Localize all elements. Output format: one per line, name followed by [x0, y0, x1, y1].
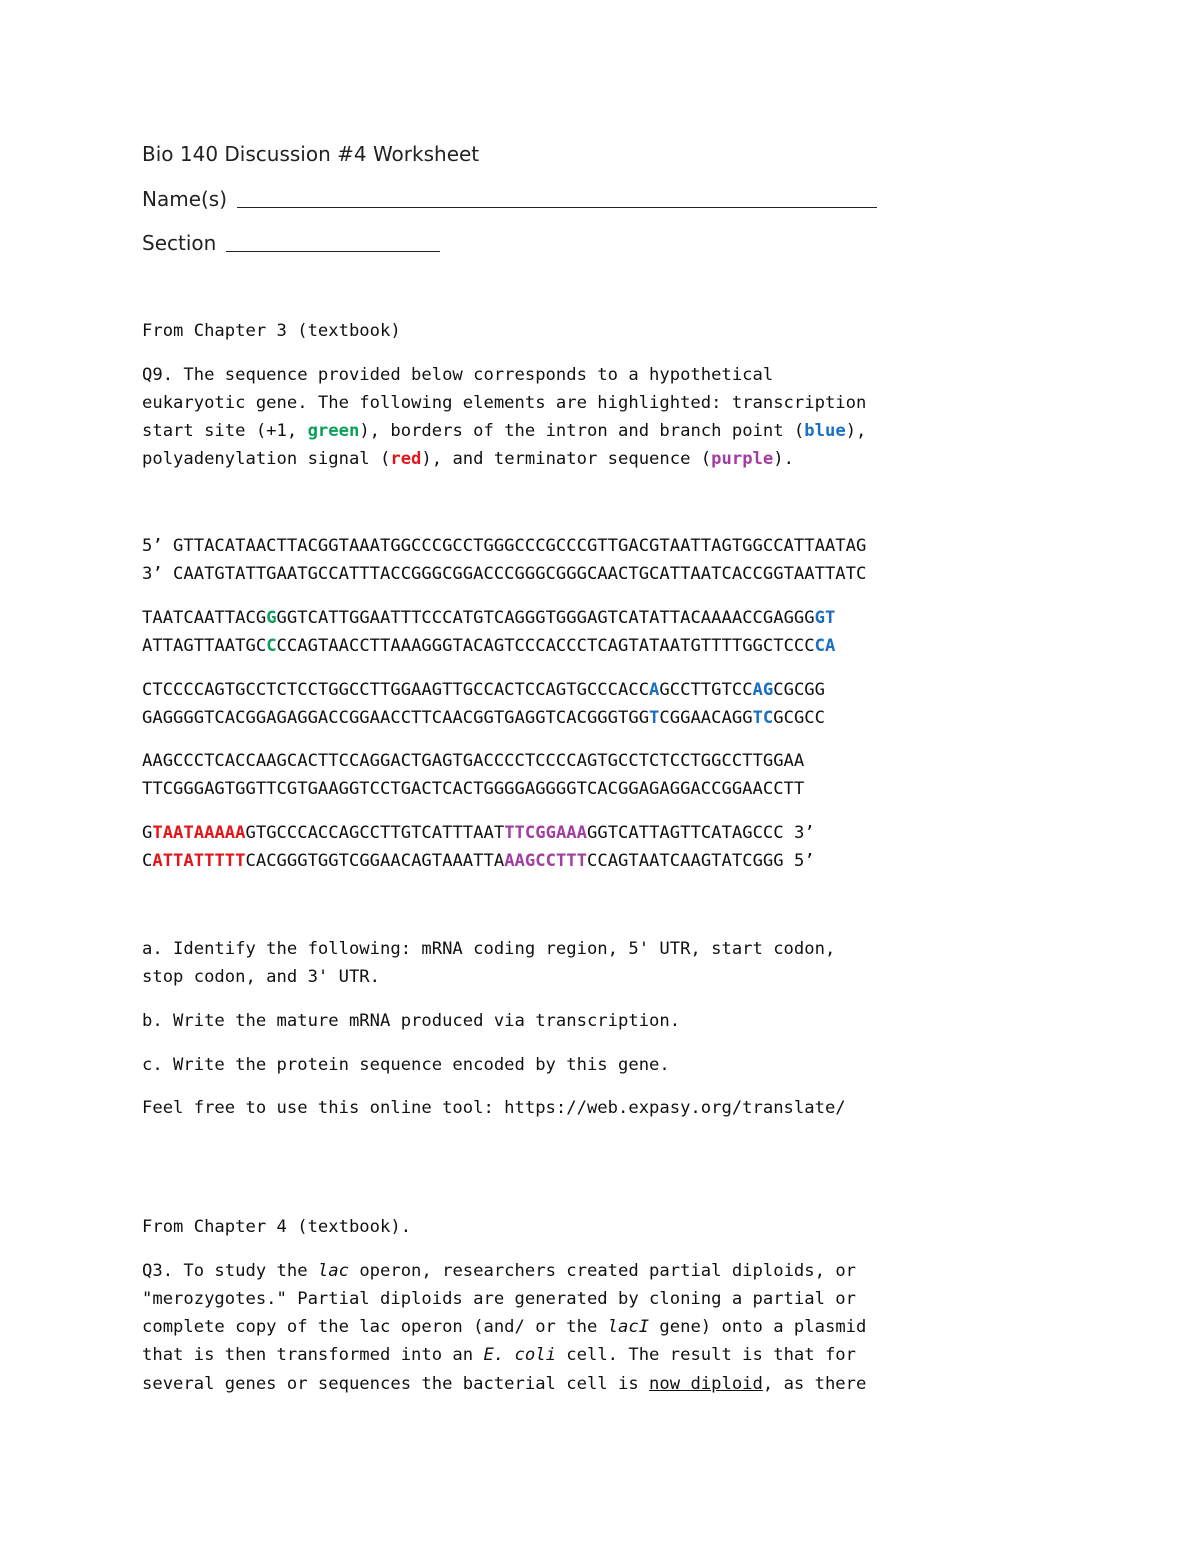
names-label: Name(s)	[142, 187, 228, 211]
transcription-start-site: C	[266, 636, 277, 656]
q3-text: that is then transformed into an	[142, 1345, 484, 1365]
worksheet-title: Bio 140 Discussion #4 Worksheet	[142, 142, 480, 166]
seq-block-1-bottom: 3’ CAATGTATTGAATGCCATTTACCGGGCGGACCCGGGCGGGCAACTGCATTAATCACCGGTAATTATC	[142, 564, 867, 584]
terminator-sequence: TTCGGAAA	[504, 823, 587, 843]
q3-text: cell. The result is that for	[555, 1345, 857, 1365]
q3-text: operon, researchers created partial diploids, or	[348, 1261, 857, 1281]
ecoli-italic: E. coli	[483, 1345, 556, 1365]
q3-line-5	[142, 1370, 866, 1398]
question-c: c. Write the protein sequence encoded by this gene.	[142, 1055, 670, 1075]
seq-segment: GCCTTGTCC	[659, 680, 753, 700]
seq-segment: CCAGTAATCAAGTATCGGG 5’	[587, 851, 815, 871]
question-a-line-1: a. Identify the following: mRNA coding region, 5' UTR, start codon,	[142, 939, 836, 959]
seq-block-1-top: 5’ GTTACATAACTTACGGTAAATGGCCCGCCTGGGCCCGCCCGTTGACGTAATTAGTGGCCATTAATAG	[142, 536, 867, 556]
names-blank-line[interactable]	[237, 187, 877, 208]
branch-point: T	[649, 708, 660, 728]
seq-segment: GAGGGGTCACGGAGAGGACCGGAACCTTCAACGGTGAGGTCACGGGTGG	[142, 708, 650, 728]
seq-segment: GGTCATTGGAATTTCCCATGTCAGGGTGGGAGTCATATTACAAAACCGAGGG	[276, 608, 815, 628]
seq-segment: CGGAACAGG	[659, 708, 753, 728]
question-a-line-2: stop codon, and 3' UTR.	[142, 967, 380, 987]
legend-red: red	[390, 449, 422, 469]
seq-segment: CGCGG	[773, 680, 825, 700]
chapter3-heading: From Chapter 3 (textbook)	[142, 321, 401, 341]
seq-segment: CTCCCCAGTGCCTCTCCTGGCCTTGGAAGTTGCCACTCCAGTGCCCACC	[142, 680, 650, 700]
seq-segment: CCAGTAACCTTAAAGGGTACAGTCCCACCCTCAGTATAATGTTTTGGCTCCC	[276, 636, 815, 656]
seq-segment: GCGCC	[773, 708, 825, 728]
q9-text: ).	[773, 449, 794, 469]
seq-segment: CACGGGTGGTCGGAACAGTAAATTA	[245, 851, 505, 871]
seq-block-5-top	[142, 819, 815, 847]
seq-block-3-bottom	[142, 704, 825, 732]
q3-line-3	[142, 1313, 866, 1341]
names-field	[142, 186, 877, 212]
q9-text: polyadenylation signal (	[142, 449, 391, 469]
laci-italic: lacI	[607, 1317, 650, 1337]
q9-text: ), and terminator sequence (	[421, 449, 712, 469]
q9-text: start site (+1,	[142, 421, 308, 441]
q9-line-4	[142, 445, 794, 473]
q3-line-4	[142, 1341, 856, 1369]
seq-segment: GGTCATTAGTTCATAGCCC 3’	[587, 823, 815, 843]
translate-tool-note: Feel free to use this online tool: https://web.expasy.org/translate/	[142, 1098, 846, 1118]
q9-line-1: Q9. The sequence provided below corresponds to a hypothetical	[142, 365, 774, 385]
transcription-start-site: G	[266, 608, 277, 628]
section-label: Section	[142, 231, 217, 255]
q3-text: complete copy of the lac operon (and/ or the	[142, 1317, 608, 1337]
q3-text: , as there	[762, 1374, 867, 1394]
lac-italic: lac	[317, 1261, 349, 1281]
chapter4-heading: From Chapter 4 (textbook).	[142, 1217, 412, 1237]
q9-line-2: eukaryotic gene. The following elements are highlighted: transcription	[142, 393, 867, 413]
seq-block-3-top	[142, 676, 825, 704]
seq-segment: GTGCCCACCAGCCTTGTCATTTAAT	[245, 823, 505, 843]
legend-purple: purple	[711, 449, 774, 469]
question-b: b. Write the mature mRNA produced via transcription.	[142, 1011, 681, 1031]
section-field	[142, 230, 440, 256]
legend-blue: blue	[804, 421, 846, 441]
seq-block-5-bottom	[142, 847, 815, 875]
terminator-sequence: AAGCCTTT	[504, 851, 587, 871]
legend-green: green	[307, 421, 360, 441]
q3-text: several genes or sequences the bacterial cell is	[142, 1374, 650, 1394]
seq-segment: ATTAGTTAATGC	[142, 636, 267, 656]
seq-block-4-bottom: TTCGGGAGTGGTTCGTGAAGGTCCTGACTCACTGGGGAGGGGTCACGGAGAGGACCGGAACCTT	[142, 779, 805, 799]
intron-border-3: AG	[752, 680, 774, 700]
seq-segment: C	[142, 851, 153, 871]
q9-text: ),	[845, 421, 867, 441]
q3-line-2: "merozygotes." Partial diploids are generated by cloning a partial or	[142, 1289, 856, 1309]
q9-text: ), borders of the intron and branch point (	[359, 421, 805, 441]
intron-border-3: TC	[752, 708, 774, 728]
seq-block-2-top	[142, 604, 835, 632]
seq-segment: TAATCAATTACG	[142, 608, 267, 628]
intron-border-5: GT	[814, 608, 836, 628]
polyadenylation-signal: ATTATTTTT	[152, 851, 246, 871]
section-blank-line[interactable]	[226, 231, 440, 252]
now-diploid-underlined: now diploid	[649, 1374, 763, 1394]
branch-point: A	[649, 680, 660, 700]
q3-line-1	[142, 1257, 856, 1285]
seq-block-2-bottom	[142, 632, 835, 660]
intron-border-5: CA	[814, 636, 836, 656]
polyadenylation-signal: TAATAAAAA	[152, 823, 246, 843]
q3-text: Q3. To study the	[142, 1261, 318, 1281]
q9-line-3	[142, 417, 866, 445]
seq-segment: G	[142, 823, 153, 843]
q3-text: gene) onto a plasmid	[649, 1317, 867, 1337]
seq-block-4-top: AAGCCCTCACCAAGCACTTCCAGGACTGAGTGACCCCTCCCCAGTGCCTCTCCTGGCCTTGGAA	[142, 751, 805, 771]
